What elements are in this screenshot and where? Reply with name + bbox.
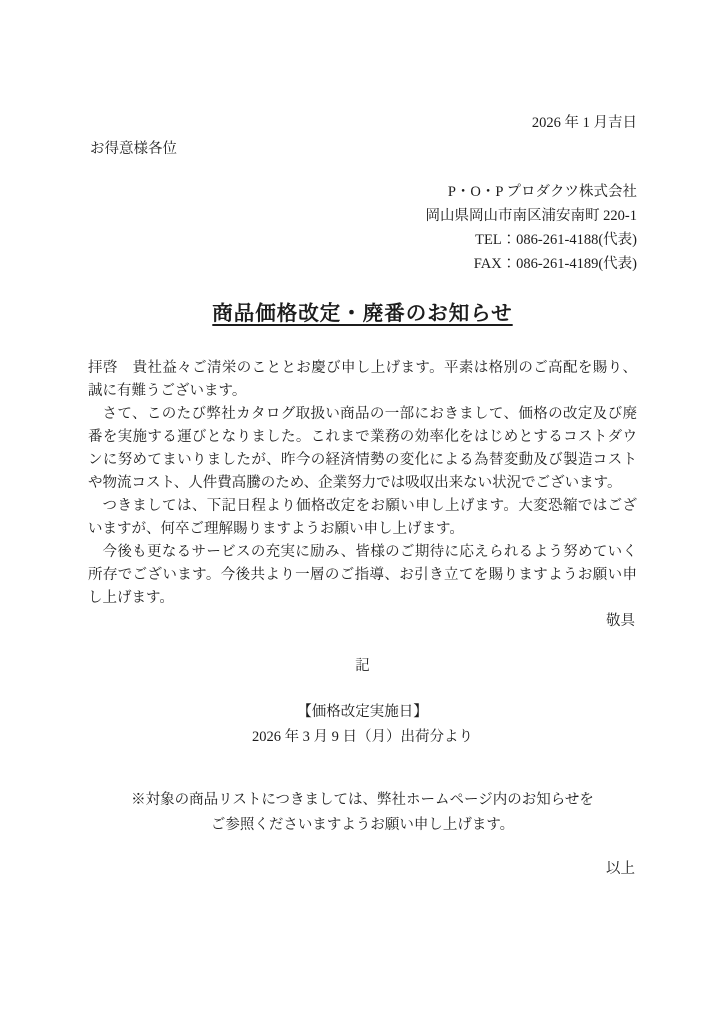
sender-address: 岡山県岡山市南区浦安南町 220-1: [425, 208, 637, 224]
body-paragraph-3: つきましては、下記日程より価格改定をお願い申し上げます。大変恐縮ではございますが、何卒ご理解賜りますようお願い申し上げます。: [88, 498, 637, 537]
sender-company: P・O・P プロダクツ株式会社: [447, 184, 637, 200]
end-marker-ijou: 以上: [606, 861, 635, 877]
price-revision-date-heading: 【価格改定実施日】: [297, 704, 428, 720]
body-paragraph-4: 今後も更なるサービスの充実に励み、皆様のご期待に応えられるよう努めていく所存でございます。今後共より一層のご指導、お引き立てを賜りますようお願い申し上げます。: [88, 544, 637, 606]
sender-block: [88, 180, 637, 276]
body-paragraph-2: さて、このたび弊社カタログ取扱い商品の一部におきまして、価格の改定及び廃番を実施する運びとなりました。これまで業務の効率化をはじめとするコストダウンに努めてまいりましたが、昨今の経済情勢の変化による為替変動及び製造コストや物流コスト、人件費高騰のため、企業努力では吸収出来ない状況でございます。: [88, 406, 637, 491]
body-paragraph-1: 拝啓 貴社益々ご清栄のこととお慶び申し上げます。平素は格別のご高配を賜り、誠に有難うございます。: [88, 360, 637, 399]
sender-tel: TEL：086-261-4188(代表): [475, 232, 637, 248]
record-marker: 記: [355, 658, 370, 674]
note-line-2: ご参照くださいますようお願い申し上げます。: [210, 817, 515, 833]
document-title: [88, 303, 637, 326]
letter-body: [88, 357, 637, 610]
closing-keigu: 敬具: [606, 613, 635, 629]
note-block: [88, 788, 637, 838]
note-line-1: ※対象の商品リストにつきましては、弊社ホームページ内のお知らせを: [131, 792, 594, 808]
price-revision-effective-date: 2026 年 3 月 9 日（月）出荷分より: [251, 729, 474, 745]
recipient: お得意様各位: [90, 141, 177, 157]
sender-fax: FAX：086-261-4189(代表): [473, 256, 637, 272]
document-title-text: 商品価格改定・廃番のお知らせ: [212, 303, 513, 325]
issue-date: 2026 年 1 月吉日: [531, 115, 637, 131]
